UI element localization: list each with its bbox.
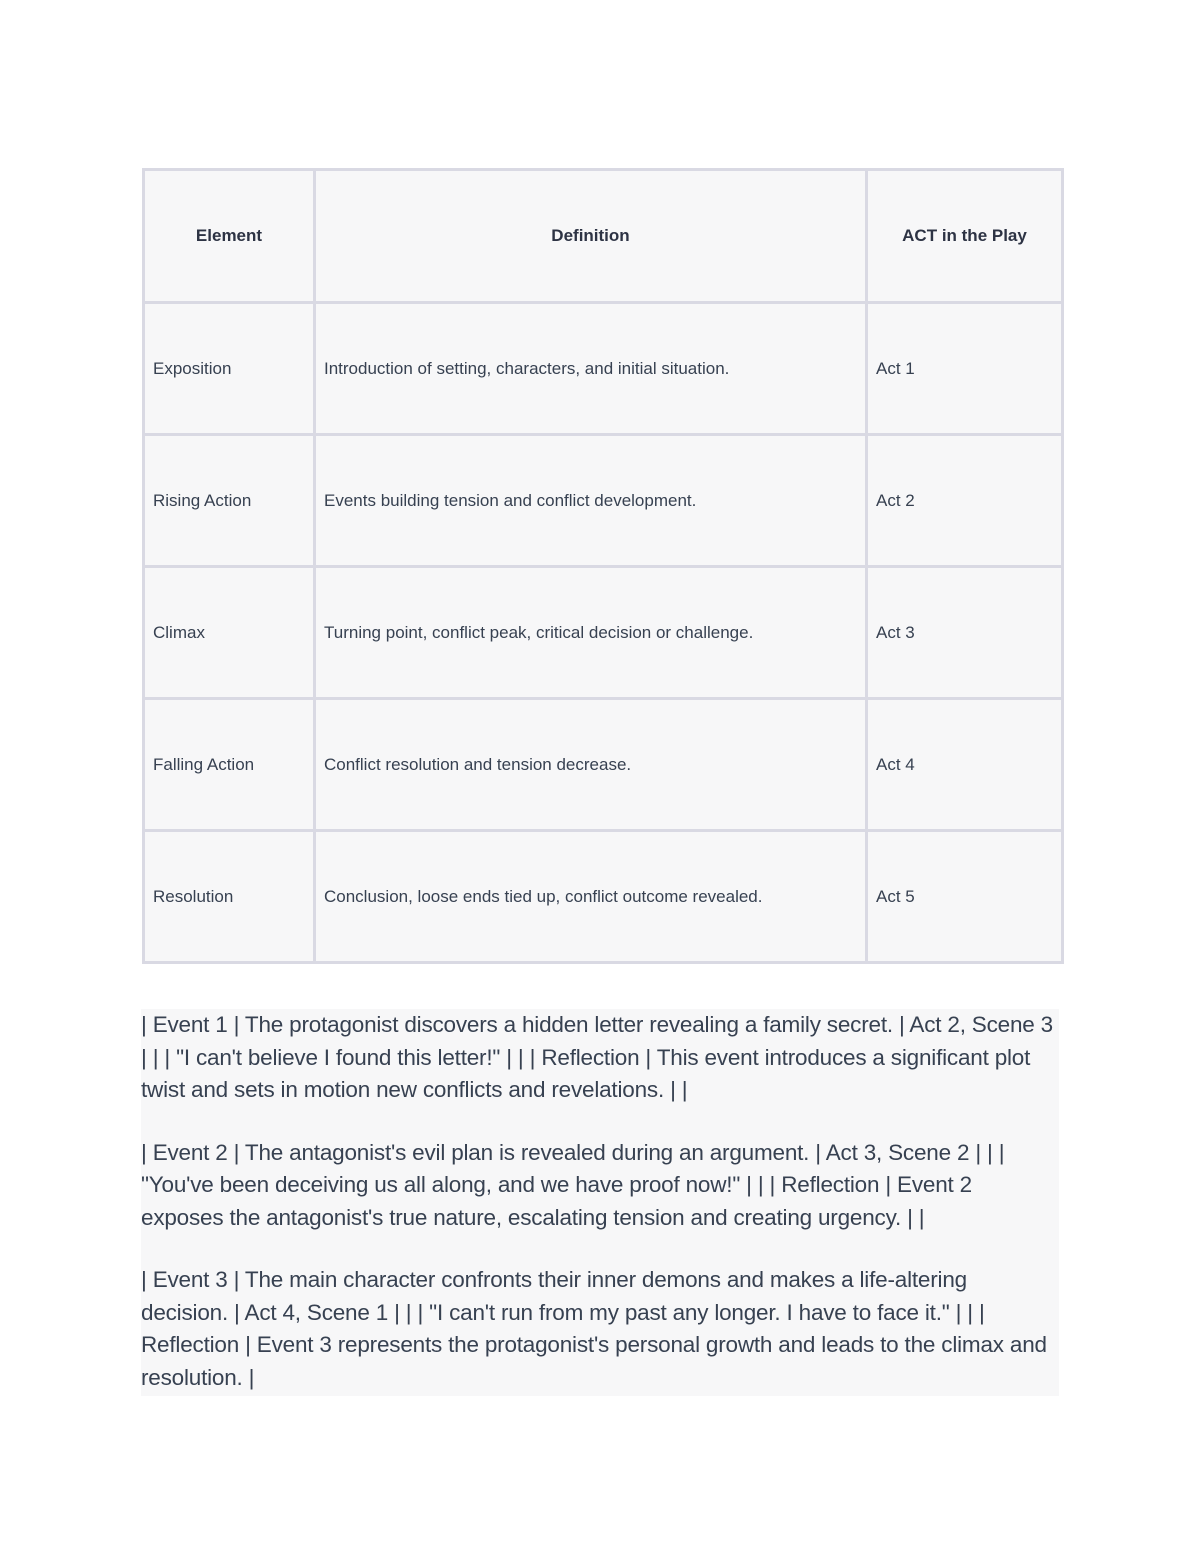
act-cell: Act 3 bbox=[867, 567, 1063, 699]
event-paragraph-2: | Event 2 | The antagonist's evil plan is revealed during an argument. | Act 3, Scene 2 | | | "You've been deceiving us all along, and we have proof now!" | | | Reflection | Event 2 exposes the antagonist's true nature, escalating tension and creating urgency. | | bbox=[141, 1139, 1005, 1230]
definition-cell: Introduction of setting, characters, and initial situation. bbox=[315, 303, 867, 435]
table-header-row bbox=[144, 170, 1063, 303]
element-cell: Falling Action bbox=[144, 699, 315, 831]
plot-structure-table bbox=[142, 168, 1064, 964]
definition-cell: Turning point, conflict peak, critical decision or challenge. bbox=[315, 567, 867, 699]
element-cell: Rising Action bbox=[144, 435, 315, 567]
table-row bbox=[144, 567, 1063, 699]
table-row bbox=[144, 831, 1063, 963]
event-paragraph-1: | Event 1 | The protagonist discovers a hidden letter revealing a family secret. | Act 2, Scene 3 | | | "I can't believe I found this letter!" | | | Reflection | This event introduces a significant plot twist and sets in motion new conflicts and revelations. | | bbox=[141, 1012, 1053, 1102]
element-cell: Resolution bbox=[144, 831, 315, 963]
act-cell: Act 4 bbox=[867, 699, 1063, 831]
act-cell: Act 2 bbox=[867, 435, 1063, 567]
definition-cell: Events building tension and conflict development. bbox=[315, 435, 867, 567]
act-cell: Act 1 bbox=[867, 303, 1063, 435]
element-cell: Climax bbox=[144, 567, 315, 699]
act-cell: Act 5 bbox=[867, 831, 1063, 963]
definition-cell: Conclusion, loose ends tied up, conflict outcome revealed. bbox=[315, 831, 867, 963]
events-block bbox=[141, 1009, 1059, 1396]
event-paragraph-3: | Event 3 | The main character confronts their inner demons and makes a life-altering decision. | Act 4, Scene 1 | | | "I can't run from my past any longer. I have to face it." | | | Reflection | Event 3 represents the protagonist's personal growth and leads to the climax and resolution. | bbox=[141, 1267, 1047, 1390]
definition-cell: Conflict resolution and tension decrease. bbox=[315, 699, 867, 831]
element-cell: Exposition bbox=[144, 303, 315, 435]
header-element: Element bbox=[144, 170, 315, 303]
header-definition: Definition bbox=[315, 170, 867, 303]
header-act: ACT in the Play bbox=[867, 170, 1063, 303]
table-row bbox=[144, 303, 1063, 435]
table-row bbox=[144, 699, 1063, 831]
table-row bbox=[144, 435, 1063, 567]
